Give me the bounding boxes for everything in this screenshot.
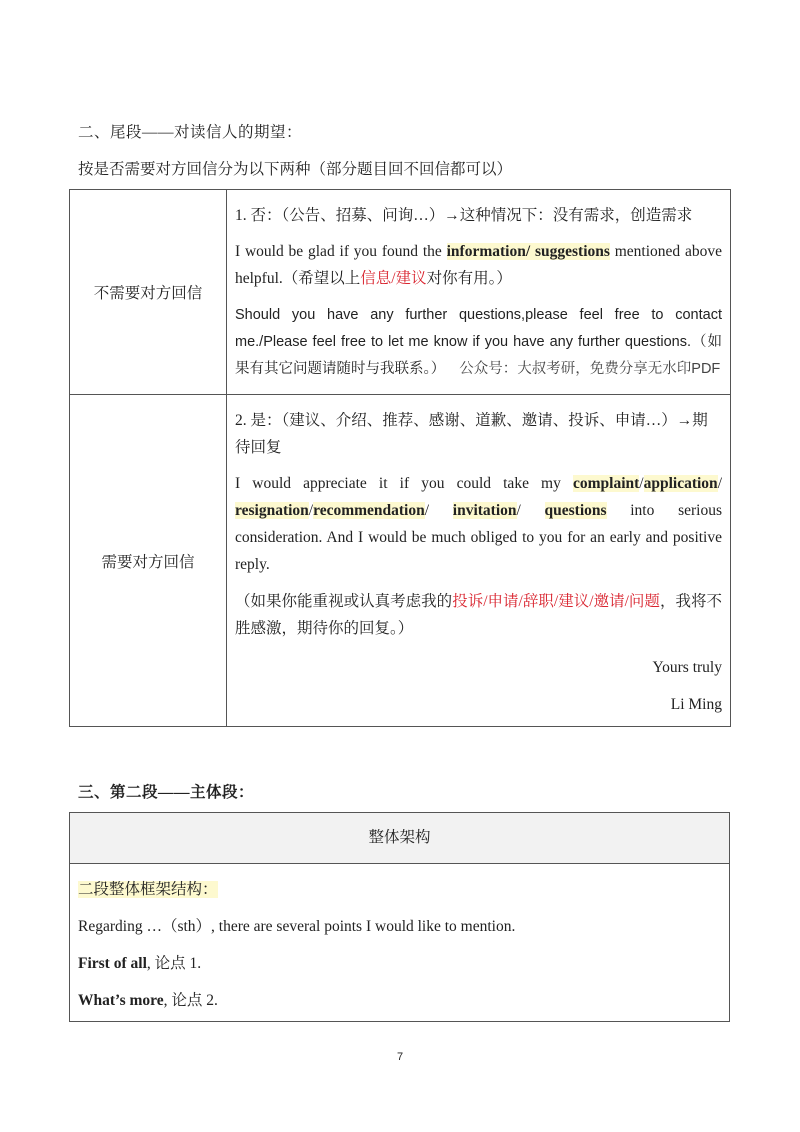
closing-phrase: Yours truly xyxy=(652,659,722,676)
page-number: 7 xyxy=(396,1051,404,1063)
translation-keyword: 信息/建议 xyxy=(360,270,427,287)
translation-keyword: 投诉/申请/辞职/建议/邀请/问题 xyxy=(452,593,660,610)
box-body xyxy=(70,864,729,1026)
structure-box xyxy=(69,812,730,1022)
sentence-text: I would appreciate it if you could take my xyxy=(235,475,573,492)
section-intro: 按是否需要对方回信分为以下两种（部分题目回不回信都可以） xyxy=(78,161,513,178)
keyword-highlight: information/ suggestions xyxy=(446,243,610,260)
translation-text: ，我将不胜感激，期待你的回复。） xyxy=(235,593,722,637)
sentence-text: into serious consideration. And I would be much obliged to you for an early and positive reply. xyxy=(235,502,722,573)
sentence-text: mentioned above helpful. xyxy=(235,243,722,287)
translation-text: （希望以上 xyxy=(282,270,361,287)
signature: Li Ming xyxy=(670,696,722,713)
keyword-highlight: invitation xyxy=(452,502,517,519)
translation-text: 对你有用。） xyxy=(426,270,512,287)
keyword-highlight: resignation xyxy=(235,502,309,519)
keyword-highlight: recommendation xyxy=(313,502,425,519)
translation-text: （如果你能重视或认真考虑我的 xyxy=(235,593,453,610)
structure-line-first xyxy=(78,952,721,989)
argument-text: , 论点 2. xyxy=(163,992,218,1009)
watermark-text: 公众号：大叔考研，免费分享无水印PDF xyxy=(459,361,721,377)
row-title: 1. 否：（公告、招募、问询…）→这种情况下：没有需求，创造需求 xyxy=(235,207,693,224)
sentence-text: Should you have any further questions,please feel free to contact me./Please feel free to let me know if you have any further questions. xyxy=(235,307,722,350)
box-title: 整体架构 xyxy=(70,813,729,864)
translation-text: （如果有其它问题请随时与我联系。） xyxy=(235,334,722,377)
connector-phrase: What’s more xyxy=(78,992,164,1009)
row-label-no-reply: 不需要对方回信 xyxy=(70,190,227,395)
ending-table xyxy=(69,189,731,727)
row-label-need-reply: 需要对方回信 xyxy=(70,395,227,727)
row-content-need-reply xyxy=(227,395,731,727)
structure-line-more xyxy=(78,989,721,1026)
sentence-glad xyxy=(235,238,722,292)
keyword-highlight: complaint xyxy=(572,475,640,492)
section-heading-ending: 二、尾段——对读信人的期望： xyxy=(78,124,303,141)
connector-phrase: First of all xyxy=(78,955,147,972)
box-subheading: 二段整体框架结构： xyxy=(78,881,218,898)
row-title: 2. 是：（建议、介绍、推荐、感谢、道歉、邀请、投诉、申请…）→期待回复 xyxy=(235,412,708,456)
keyword-highlight: questions xyxy=(544,502,607,519)
keyword-highlight: application xyxy=(643,475,718,492)
sentence-appreciate: I would appreciate it if you could take my complaint/application/ resignation/recommendation/ invitation/ questions into serious consideration. And I would be much obliged to you for an early and positive reply. xyxy=(235,475,722,573)
row-content-no-reply xyxy=(227,190,731,395)
section-heading-body: 三、第二段——主体段： xyxy=(78,784,255,801)
table-row xyxy=(70,190,731,395)
argument-text: , 论点 1. xyxy=(146,955,202,972)
table-row xyxy=(70,395,731,727)
sentence-text: I would be glad if you found the xyxy=(235,243,447,260)
translation-appreciate xyxy=(235,588,722,642)
sentence-questions xyxy=(235,302,722,383)
structure-line-regarding: Regarding …（sth）, there are several points I would like to mention. xyxy=(78,918,516,935)
